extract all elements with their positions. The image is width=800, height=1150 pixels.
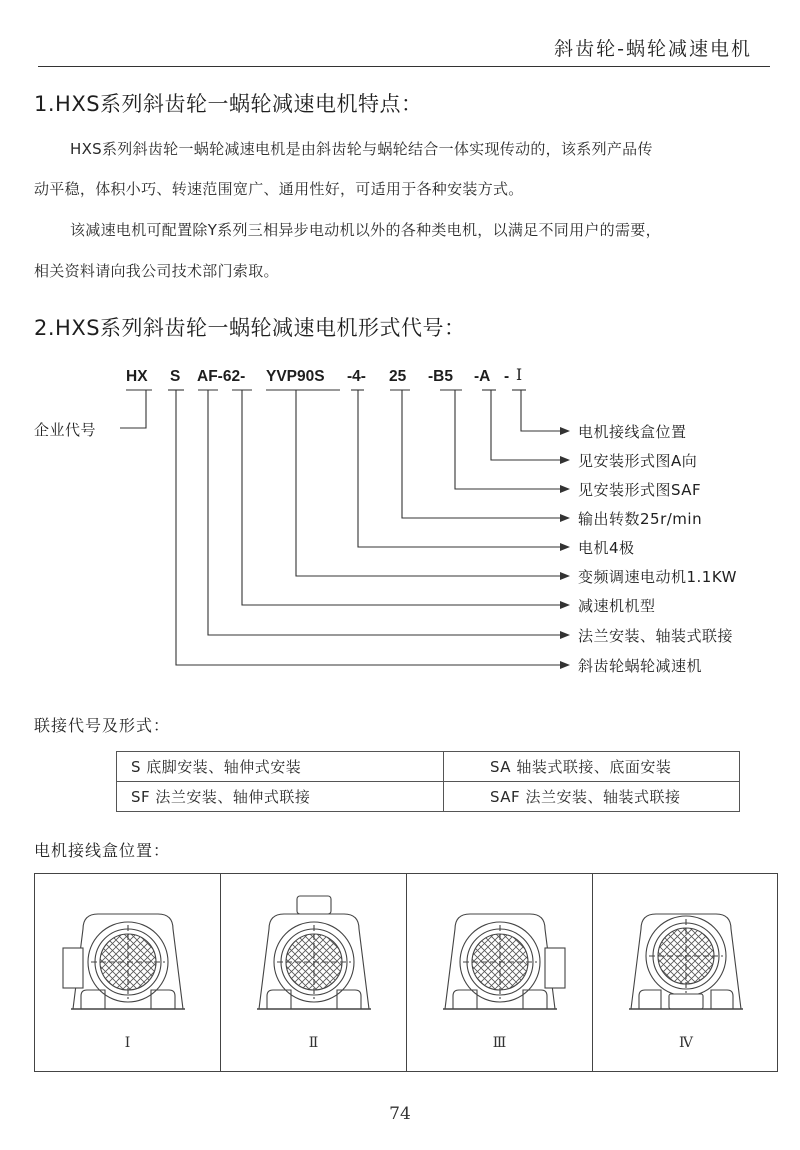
position-label: Ⅱ bbox=[308, 1035, 319, 1051]
page-number: 74 bbox=[389, 1104, 411, 1124]
code-part-af62: AF-62- bbox=[197, 368, 246, 385]
label-vf-motor: 变频调速电动机1.1KW bbox=[578, 568, 737, 586]
code-part-dash: - bbox=[504, 368, 510, 385]
label-motor-poles: 电机4极 bbox=[578, 539, 635, 557]
code-part-4: -4- bbox=[347, 368, 366, 385]
motor-diagram-icon bbox=[611, 884, 761, 1034]
code-part-hx: HX bbox=[126, 368, 148, 385]
label-mounting-type: 法兰安装、轴装式联接 bbox=[578, 627, 734, 645]
table-cell: S 底脚安装、轴伸式安装 bbox=[117, 752, 444, 782]
section1-p1-line2: 动平稳，体积小巧、转速范围宽广、通用性好，可适用于各种安装方式。 bbox=[34, 180, 524, 198]
section1-heading: 1.HXS系列斜齿轮一蜗轮减速电机特点： bbox=[34, 92, 423, 116]
label-reducer-model: 减速机机型 bbox=[578, 597, 656, 615]
label-reducer-type: 斜齿轮蜗轮减速机 bbox=[578, 657, 703, 675]
motor-diagram-icon bbox=[53, 884, 203, 1034]
code-part-yvp90s: YVP90S bbox=[266, 368, 325, 385]
terminal-position-3 bbox=[407, 874, 593, 1071]
motor-diagram-icon bbox=[239, 884, 389, 1034]
table-cell: SF 法兰安装、轴伸式联接 bbox=[117, 782, 444, 812]
label-output-speed: 输出转数25r/min bbox=[578, 510, 703, 528]
terminal-position-4 bbox=[593, 874, 779, 1071]
code-part-s: S bbox=[170, 368, 181, 385]
section1-p2-line2: 相关资料请向我公司技术部门索取。 bbox=[34, 262, 279, 280]
section1-p2-line1: 该减速电机可配置除Y系列三相异步电动机以外的各种类电机，以满足不同用户的需要， bbox=[70, 221, 661, 239]
section2-heading: 2.HXS系列斜齿轮一蜗轮减速电机形式代号： bbox=[34, 316, 466, 340]
section1-p1-line1: HXS系列斜齿轮一蜗轮减速电机是由斜齿轮与蜗轮结合一体实现传动的，该系列产品传 bbox=[70, 140, 653, 158]
motor-diagram-icon bbox=[425, 884, 575, 1034]
connection-heading: 联接代号及形式： bbox=[34, 716, 171, 735]
terminal-box-diagram-grid bbox=[34, 873, 778, 1072]
label-terminal-box-position: 电机接线盒位置 bbox=[578, 423, 687, 441]
terminal-position-2 bbox=[221, 874, 407, 1071]
code-part-b5: -B5 bbox=[428, 368, 453, 385]
table-cell: SA 轴装式联接、底面安装 bbox=[444, 752, 740, 782]
terminal-box-heading: 电机接线盒位置： bbox=[34, 841, 171, 860]
position-label: Ⅳ bbox=[679, 1035, 693, 1051]
table-cell: SAF 法兰安装、轴装式联接 bbox=[444, 782, 740, 812]
label-view-saf: 见安装形式图SAF bbox=[578, 481, 702, 499]
code-part-a: -A bbox=[474, 368, 491, 385]
connection-table bbox=[116, 751, 740, 812]
table-row bbox=[117, 782, 740, 812]
terminal-position-1 bbox=[35, 874, 221, 1071]
position-label: Ⅲ bbox=[492, 1035, 507, 1051]
label-enterprise-code: 企业代号 bbox=[34, 421, 97, 439]
label-view-a: 见安装形式图A向 bbox=[578, 452, 698, 470]
position-label: Ⅰ bbox=[124, 1035, 131, 1051]
code-part-position: Ⅰ bbox=[516, 366, 523, 384]
page-header-title: 斜齿轮-蜗轮减速电机 bbox=[554, 38, 752, 60]
table-row bbox=[117, 752, 740, 782]
code-part-25: 25 bbox=[389, 368, 407, 385]
